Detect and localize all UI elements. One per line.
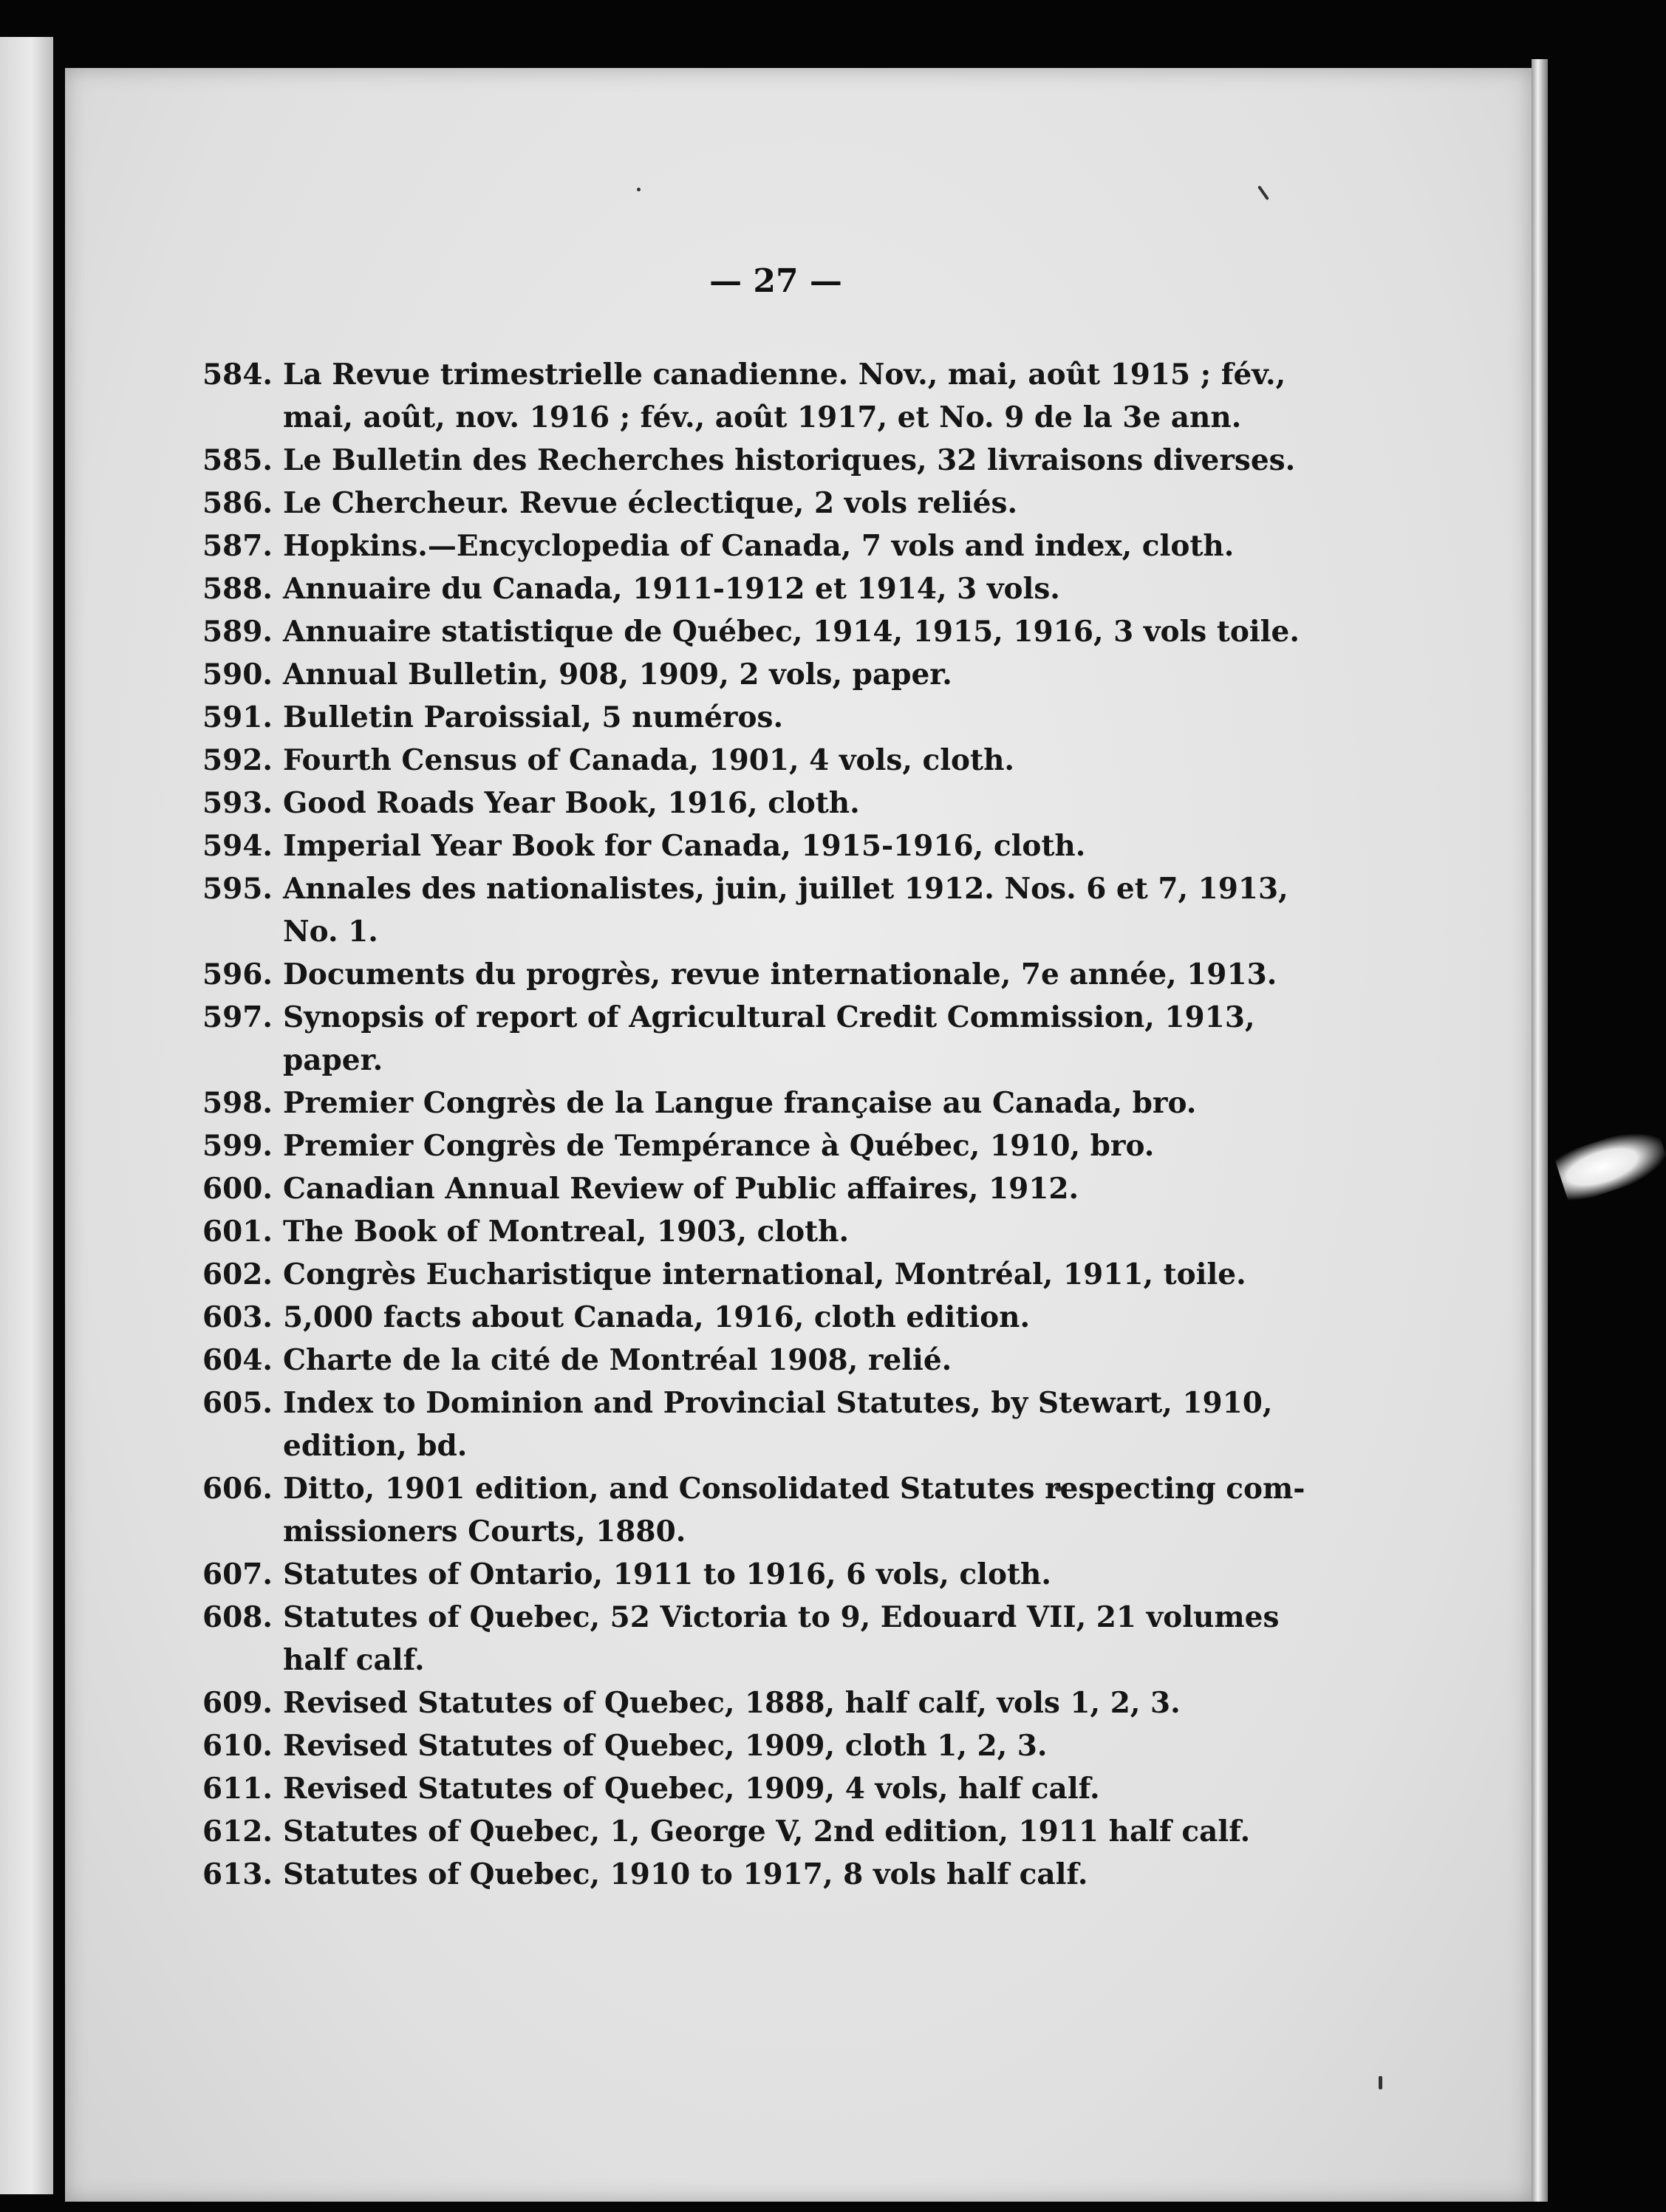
entry-line: Annales des nationalistes, juin, juillet 1912. Nos. 6 et 7, 1913, — [283, 872, 1288, 906]
entry-number: 604. — [202, 1343, 273, 1377]
entry-number: 600. — [202, 1172, 273, 1206]
entry-number: 591. — [202, 700, 273, 734]
entry-text: Good Roads Year Book, 1916, cloth. — [283, 786, 860, 820]
entry-line: Synopsis of report of Agricultural Credit Commission, 1913, — [283, 1000, 1255, 1034]
entry-text: Canadian Annual Review of Public affaires, 1912. — [283, 1172, 1079, 1206]
catalogue-entry — [0, 1724, 1551, 1767]
catalogue-entry — [0, 1810, 1551, 1853]
catalogue-entry — [0, 1467, 1551, 1553]
entry-number: 598. — [202, 1086, 273, 1120]
catalogue-entry — [0, 1253, 1551, 1296]
entry-line: paper. — [283, 1043, 383, 1077]
entry-number: 595. — [202, 872, 273, 906]
entry-number: 612. — [202, 1815, 273, 1849]
entry-number: 594. — [202, 829, 273, 863]
entry-number: 608. — [202, 1600, 273, 1634]
entry-text — [283, 1467, 1325, 1553]
catalogue-entry — [0, 567, 1551, 610]
catalogue-entry — [0, 996, 1551, 1082]
entry-number: 596. — [202, 957, 273, 991]
catalogue-entry — [0, 439, 1551, 482]
catalogue-entry — [0, 653, 1551, 696]
entry-number: 605. — [202, 1386, 273, 1420]
entry-text: Annuaire du Canada, 1911-1912 et 1914, 3 vols. — [283, 572, 1060, 606]
catalogue-entry — [0, 1767, 1551, 1810]
entry-text: Statutes of Quebec, 1910 to 1917, 8 vols half calf. — [283, 1857, 1088, 1891]
ink-speck — [1379, 2076, 1382, 2089]
catalogue-entry — [0, 610, 1551, 653]
page-number: — 27 — — [709, 262, 842, 300]
entry-number: 588. — [202, 572, 273, 606]
entry-text: Congrès Eucharistique international, Montréal, 1911, toile. — [283, 1257, 1246, 1291]
entry-line: missioners Courts, 1880. — [283, 1515, 686, 1549]
catalogue-entry — [0, 1553, 1551, 1596]
catalogue-entry — [0, 825, 1551, 867]
entry-text — [283, 1596, 1325, 1682]
light-glare — [1554, 1122, 1666, 1204]
entry-text: Bulletin Paroissial, 5 numéros. — [283, 700, 784, 734]
entry-number: 587. — [202, 529, 273, 563]
entry-text: Fourth Census of Canada, 1901, 4 vols, cloth. — [283, 743, 1015, 777]
entry-text: Premier Congrès de la Langue française au Canada, bro. — [283, 1086, 1197, 1120]
entry-number: 597. — [202, 1000, 273, 1034]
entry-number: 592. — [202, 743, 273, 777]
entry-number: 599. — [202, 1129, 273, 1163]
entry-line: half calf. — [283, 1643, 425, 1677]
entry-text: Annuaire statistique de Québec, 1914, 1915, 1916, 3 vols toile. — [283, 615, 1300, 649]
entry-text: Annual Bulletin, 908, 1909, 2 vols, paper. — [283, 658, 952, 692]
catalogue-entry — [0, 525, 1551, 567]
catalogue-entry — [0, 353, 1551, 439]
entry-text: Revised Statutes of Quebec, 1909, 4 vols, half calf. — [283, 1772, 1100, 1806]
catalogue-entry — [0, 739, 1551, 782]
catalogue-entry — [0, 1339, 1551, 1382]
entry-number: 585. — [202, 443, 273, 477]
catalogue-entry — [0, 1124, 1551, 1167]
ink-speck — [637, 188, 641, 191]
entry-text — [283, 353, 1325, 439]
catalogue-entry — [0, 867, 1551, 953]
catalogue-entry — [0, 1296, 1551, 1339]
entry-line: Statutes of Quebec, 52 Victoria to 9, Edouard VII, 21 volumes — [283, 1600, 1280, 1634]
catalogue-entry — [0, 1853, 1551, 1896]
entry-line: No. 1. — [283, 915, 378, 949]
entry-number: 606. — [202, 1472, 273, 1506]
catalogue-entry — [0, 1082, 1551, 1124]
catalogue-entry — [0, 1596, 1551, 1682]
entry-number: 589. — [202, 615, 273, 649]
entry-number: 609. — [202, 1686, 273, 1720]
entry-number: 607. — [202, 1557, 273, 1591]
catalogue-entry — [0, 1382, 1551, 1467]
entry-number: 586. — [202, 486, 273, 520]
entry-text: Statutes of Ontario, 1911 to 1916, 6 vols, cloth. — [283, 1557, 1051, 1591]
entry-number: 601. — [202, 1215, 273, 1249]
entry-number: 602. — [202, 1257, 273, 1291]
entry-line: Index to Dominion and Provincial Statutes, by Stewart, 1910, — [283, 1386, 1273, 1420]
entry-text: Premier Congrès de Tempérance à Québec, 1910, bro. — [283, 1129, 1155, 1163]
entry-number: 611. — [202, 1772, 273, 1806]
entry-number: 590. — [202, 658, 273, 692]
catalogue-entry — [0, 953, 1551, 996]
entry-number: 610. — [202, 1729, 273, 1763]
catalogue-entry — [0, 482, 1551, 525]
catalogue-entry — [0, 1167, 1551, 1210]
catalogue-entry — [0, 1210, 1551, 1253]
entry-text: Charte de la cité de Montréal 1908, relié. — [283, 1343, 952, 1377]
entry-number: 593. — [202, 786, 273, 820]
catalogue-entry — [0, 1682, 1551, 1724]
entry-number: 603. — [202, 1300, 273, 1334]
entry-number: 584. — [202, 358, 273, 392]
entry-line: edition, bd. — [283, 1429, 468, 1463]
entry-text: Imperial Year Book for Canada, 1915-1916, cloth. — [283, 829, 1086, 863]
entry-text: The Book of Montreal, 1903, cloth. — [283, 1215, 850, 1249]
entry-number: 613. — [202, 1857, 273, 1891]
entry-text: Le Bulletin des Recherches historiques, 32 livraisons diverses. — [283, 443, 1296, 477]
entry-text: 5,000 facts about Canada, 1916, cloth edition. — [283, 1300, 1031, 1334]
entry-text — [283, 1382, 1325, 1467]
catalogue-entries — [0, 353, 1551, 1896]
entry-text — [283, 867, 1325, 953]
entry-text — [283, 996, 1325, 1082]
entry-line: La Revue trimestrielle canadienne. Nov., mai, août 1915 ; fév., — [283, 358, 1286, 392]
entry-line: mai, août, nov. 1916 ; fév., août 1917, et No. 9 de la 3e ann. — [283, 400, 1242, 434]
entry-text: Hopkins.—Encyclopedia of Canada, 7 vols and index, cloth. — [283, 529, 1235, 563]
catalogue-entry — [0, 782, 1551, 825]
entry-text: Revised Statutes of Quebec, 1909, cloth 1, 2, 3. — [283, 1729, 1048, 1763]
catalogue-entry — [0, 696, 1551, 739]
entry-text: Revised Statutes of Quebec, 1888, half calf, vols 1, 2, 3. — [283, 1686, 1181, 1720]
entry-text: Le Chercheur. Revue éclectique, 2 vols reliés. — [283, 486, 1018, 520]
entry-text: Documents du progrès, revue internationale, 7e année, 1913. — [283, 957, 1277, 991]
entry-text: Statutes of Quebec, 1, George V, 2nd edition, 1911 half calf. — [283, 1815, 1251, 1849]
entry-line: Ditto, 1901 edition, and Consolidated Statutes respecting com- — [283, 1472, 1305, 1506]
